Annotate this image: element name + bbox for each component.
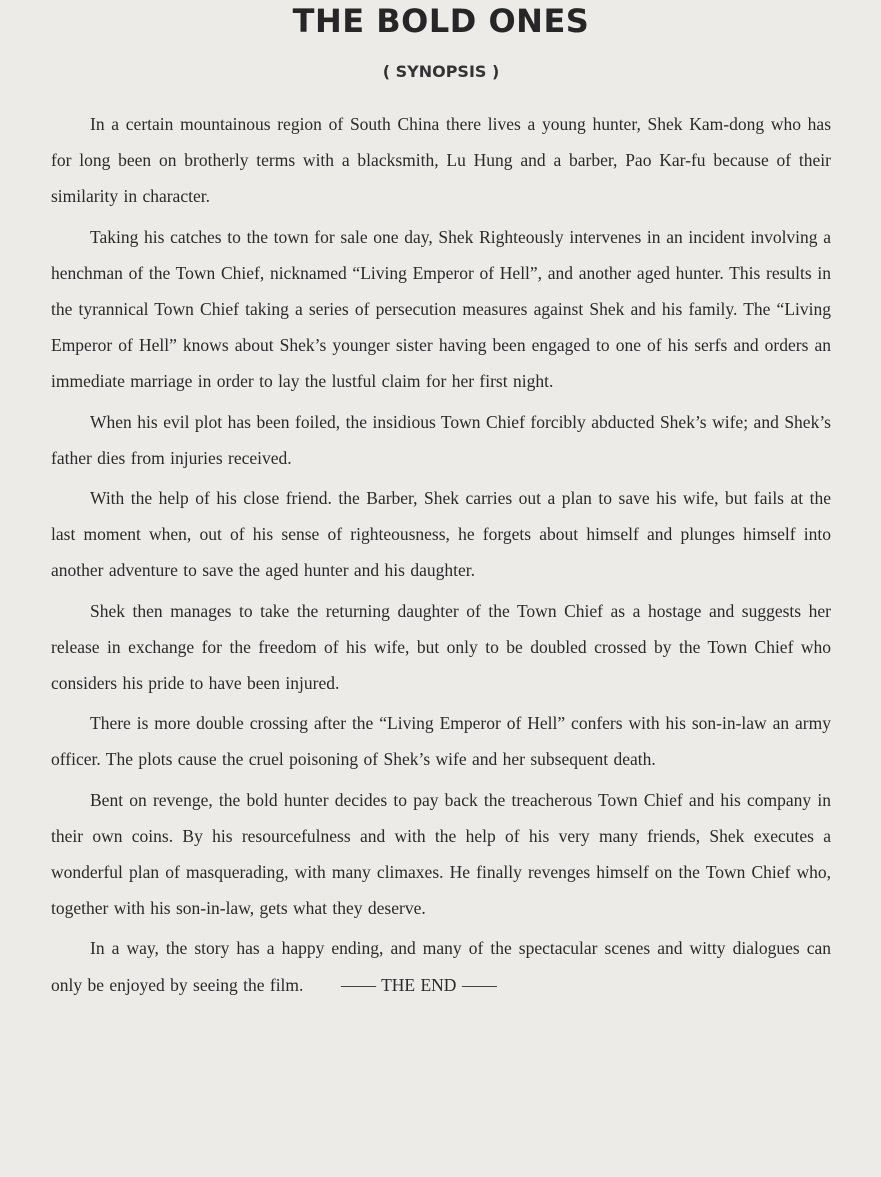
paragraph-3: When his evil plot has been foiled, the insidious Town Chief forcibly abducted Shek’s wife; and Shek’s father dies from injuries received. xyxy=(51,411,831,468)
document-subtitle: ( SYNOPSIS ) xyxy=(382,62,500,81)
paragraph-7: Bent on revenge, the bold hunter decides to pay back the treacherous Town Chief and his company in their own coins. By his resourcefulness and with the help of his very many friends, Shek executes a wonderful plan of masquerading, with many climaxes. He finally revenges himself on the Town Chief who, together with his son-in-law, gets what they deserve. xyxy=(51,789,831,919)
paragraph-6: There is more double crossing after the “Living Emperor of Hell” confers with his son-in-law an army officer. The plots cause the cruel poisoning of Shek’s wife and her subsequent death. xyxy=(51,713,831,770)
paragraph-5: Shek then manages to take the returning daughter of the Town Chief as a hostage and suggests her release in exchange for the freedom of his wife, but only to be doubled crossed by the Town Chief who considers his pride to have been injured. xyxy=(51,600,831,694)
paragraph-4: With the help of his close friend. the Barber, Shek carries out a plan to save his wife, but fails at the last moment when, out of his sense of righteousness, he forgets about himself and plunges himself into another adventure to save the aged hunter and his daughter. xyxy=(51,488,831,581)
paragraph-2: Taking his catches to the town for sale one day, Shek Righteously intervenes in an incident involving a henchman of the Town Chief, nicknamed “Living Emperor of Hell”, and another aged hunter. This results in the tyrannical Town Chief taking a series of persecution measures against Shek and his family. The “Living Emperor of Hell” knows about Shek’s younger sister having been engaged to one of his serfs and orders an immediate marriage in order to lay the lustful claim for her first night. xyxy=(51,226,831,392)
paragraph-8 xyxy=(51,930,831,1002)
document-title: THE BOLD ONES xyxy=(292,2,590,40)
paragraph-8-text: In a way, the story has a happy ending, and many of the spectacular scenes and witty dialogues can only be enjoyed by seeing the film. xyxy=(51,938,831,995)
end-mark: —— THE END —— xyxy=(341,974,497,995)
paragraph-1: In a certain mountainous region of South China there lives a young hunter, Shek Kam-dong who has for long been on brotherly terms with a blacksmith, Lu Hung and a barber, Pao Kar-fu because of their similarity in character. xyxy=(51,114,831,207)
